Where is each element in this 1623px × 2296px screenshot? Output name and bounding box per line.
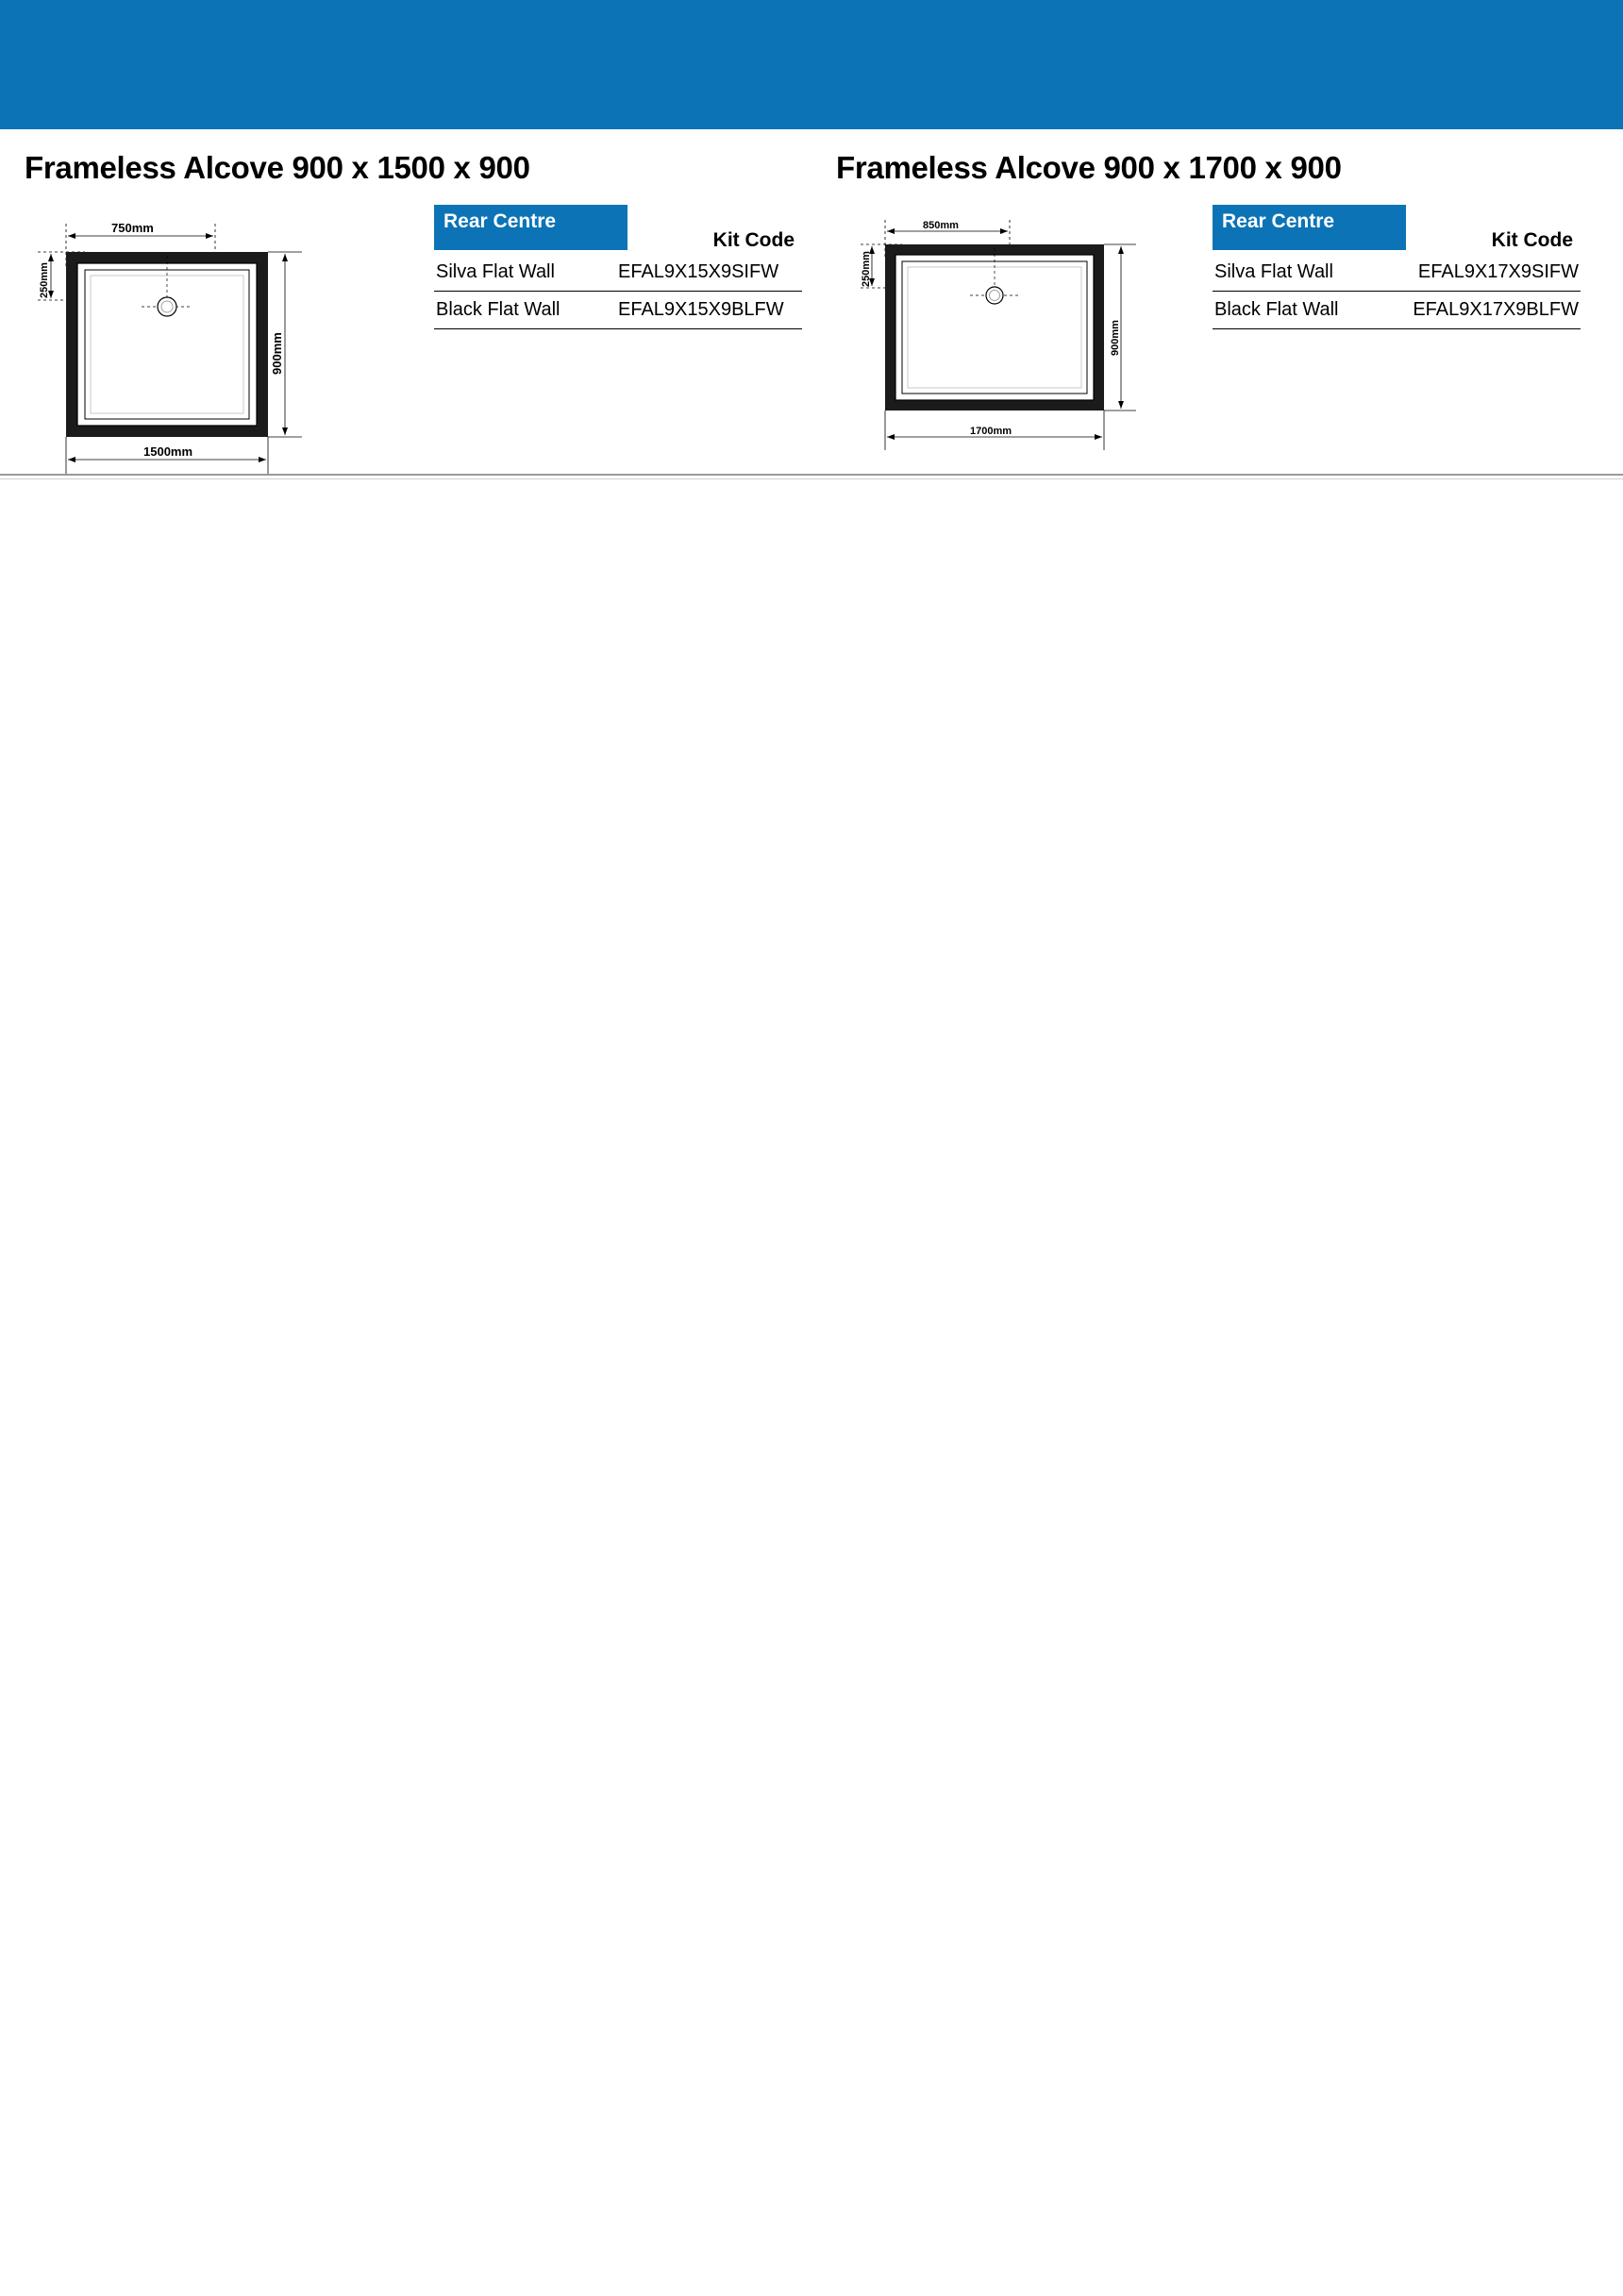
shower-tray-diagram [28, 212, 425, 505]
group-label: Rear Centre [1213, 205, 1406, 250]
table-row [1213, 254, 1581, 292]
group-label: Rear Centre [434, 205, 627, 250]
wall-front-band [885, 400, 1104, 411]
spec-table-header [434, 205, 802, 254]
wall-side-left [885, 244, 895, 411]
variant-code: EFAL9X17X9SIFW [1417, 261, 1579, 282]
variant-code: EFAL9X15X9SIFW [618, 261, 779, 282]
variant-name: Black Flat Wall [436, 299, 561, 320]
panel-title: Frameless Alcove 900 x 1700 x 900 [836, 150, 1342, 185]
variant-name: Silva Flat Wall [436, 261, 555, 282]
variant-code: EFAL9X15X9BLFW [618, 299, 784, 320]
shower-tray-diagram [857, 212, 1215, 495]
tray-base [908, 267, 1081, 388]
panel-content [812, 186, 1623, 507]
dim-offset-top-label: 850mm [923, 220, 959, 231]
table-row [1213, 292, 1581, 329]
section-divider-shadow [0, 478, 1623, 479]
dim-width-label: 1700mm [970, 426, 1012, 437]
spec-table-header [1213, 205, 1581, 254]
section-divider [0, 474, 1623, 476]
dim-offset-top-label: 750mm [111, 221, 154, 235]
kit-code-header: Kit Code [712, 229, 795, 251]
wall-front-band [66, 426, 268, 437]
product-panel [812, 129, 1623, 507]
table-row [434, 292, 802, 329]
dim-width-label: 1500mm [143, 444, 193, 459]
page-body [0, 129, 1623, 545]
table-row [434, 254, 802, 292]
dim-offset-side-label: 250mm [39, 262, 50, 298]
variant-name: Black Flat Wall [1214, 299, 1339, 320]
wall-side-left [66, 252, 77, 437]
wall-side-right [257, 252, 268, 437]
product-panels [0, 129, 1623, 545]
kit-code-header: Kit Code [1491, 229, 1573, 251]
spec-table [1213, 205, 1581, 329]
dim-offset-side-label: 250mm [861, 251, 872, 287]
panel-content [0, 186, 812, 507]
wall-side-right [1094, 244, 1104, 411]
dim-depth-label: 900mm [1110, 320, 1121, 356]
product-panel [0, 129, 812, 507]
variant-code: EFAL9X17X9BLFW [1413, 299, 1579, 320]
variant-name: Silva Flat Wall [1214, 261, 1333, 282]
panel-title: Frameless Alcove 900 x 1500 x 900 [25, 150, 530, 185]
spec-table [434, 205, 802, 329]
top-banner [0, 0, 1623, 129]
dim-depth-label: 900mm [270, 332, 284, 375]
